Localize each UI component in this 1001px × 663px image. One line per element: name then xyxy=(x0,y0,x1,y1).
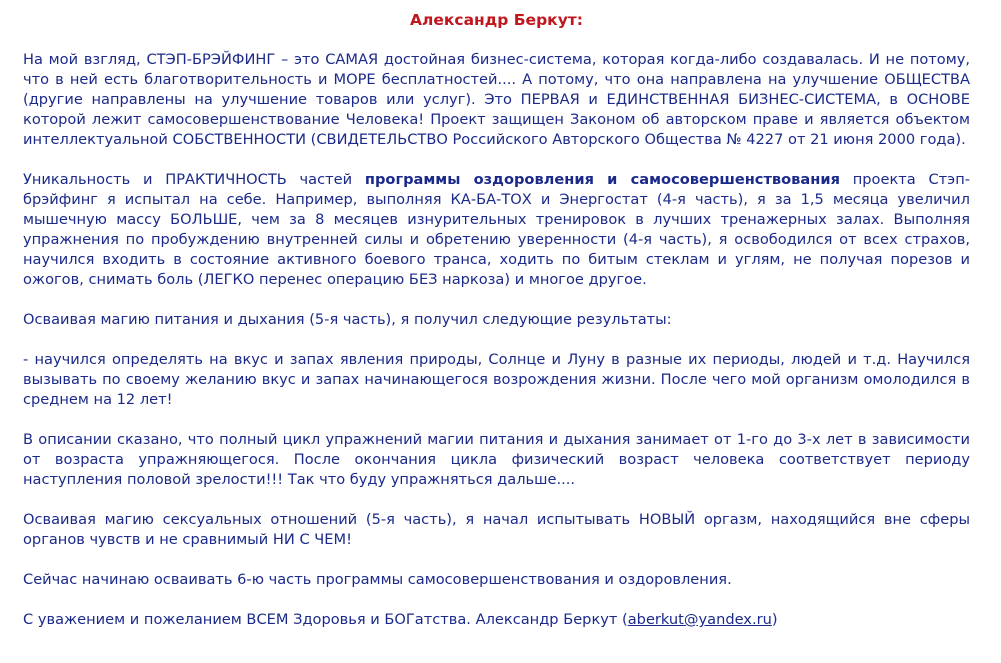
program-title-bold: программы оздоровления и самосовершенствования xyxy=(364,171,840,188)
paragraph-practicality xyxy=(23,170,970,290)
signature-text: С уважением и пожеланием ВСЕМ Здоровья и БОГатства. Александр Беркут ( xyxy=(23,611,628,628)
paragraph-nutrition-results: Осваивая магию питания и дыхания (5-я часть), я получил следующие результаты: xyxy=(23,311,672,328)
author-heading: Александр Беркут: xyxy=(410,11,583,29)
email-link[interactable]: aberkut@yandex.ru xyxy=(627,611,772,628)
paragraph-result-list-item: - научился определять на вкус и запах явления природы, Солнце и Луну в разные их периоды, людей и т.д. Научился вызывать по своему желанию вкус и запах начинающегося возрождения жизни. После чего мой организм омолодился в среднем на 12 лет! xyxy=(23,351,970,408)
paragraph-practicality-text-start: Уникальность и ПРАКТИЧНОСТЬ частей xyxy=(23,171,365,188)
testimonial-document xyxy=(23,0,970,630)
paragraph-practicality-text-end: проекта Стэп-брэйфинг я испытал на себе. Например, выполняя КА-БА-ТОХ и Энергостат (4-я часть), я за 1,5 месяца увеличил мышечную массу БОЛЬШЕ, чем за 8 месяцев изнурительных тренировок в лучших тренажерных залах. Выполняя упражнения по пробуждению внутренней силы и обретению уверенности (4-я часть), я освободился от всех страхов, научился входить в состояние активного боевого транса, ходить по битым стеклам и углям, не получая порезов и ожогов, снимать боль (ЛЕГКО перенес операцию БЕЗ наркоза) и многое другое. xyxy=(23,171,970,288)
paragraph-next-part: Сейчас начинаю осваивать 6-ю часть программы самосовершенствования и оздоровления. xyxy=(23,571,732,588)
paragraph-sexual-magic: Осваивая магию сексуальных отношений (5-я часть), я начал испытывать НОВЫЙ оргазм, находящийся вне сферы органов чувств и не сравнимый НИ С ЧЕМ! xyxy=(23,511,970,548)
signature-close: ) xyxy=(771,611,778,628)
paragraph-cycle-description: В описании сказано, что полный цикл упражнений магии питания и дыхания занимает от 1-го до 3-х лет в зависимости от возраста упражняющегося. После окончания цикла физический возраст человека соответствует периоду наступления половой зрелости!!! Так что буду упражняться дальше.... xyxy=(23,431,970,488)
paragraph-signature xyxy=(23,610,970,630)
paragraph-business-system: На мой взгляд, СТЭП-БРЭЙФИНГ – это САМАЯ достойная бизнес-система, которая когда-либо создавалась. И не потому, что в ней есть благотворительность и МОРЕ бесплатностей.... А потому, что она направлена на улучшение ОБЩЕСТВА (другие направлены на улучшение товаров или услуг). Это ПЕРВАЯ и ЕДИНСТВЕННАЯ БИЗНЕС-СИСТЕМА, в ОСНОВЕ которой лежит самосовершенствование Человека! Проект защищен Законом об авторском праве и является объектом интеллектуальной СОБСТВЕННОСТИ (СВИДЕТЕЛЬСТВО Российского Авторского Общества № 4227 от 21 июня 2000 года). xyxy=(23,51,970,148)
